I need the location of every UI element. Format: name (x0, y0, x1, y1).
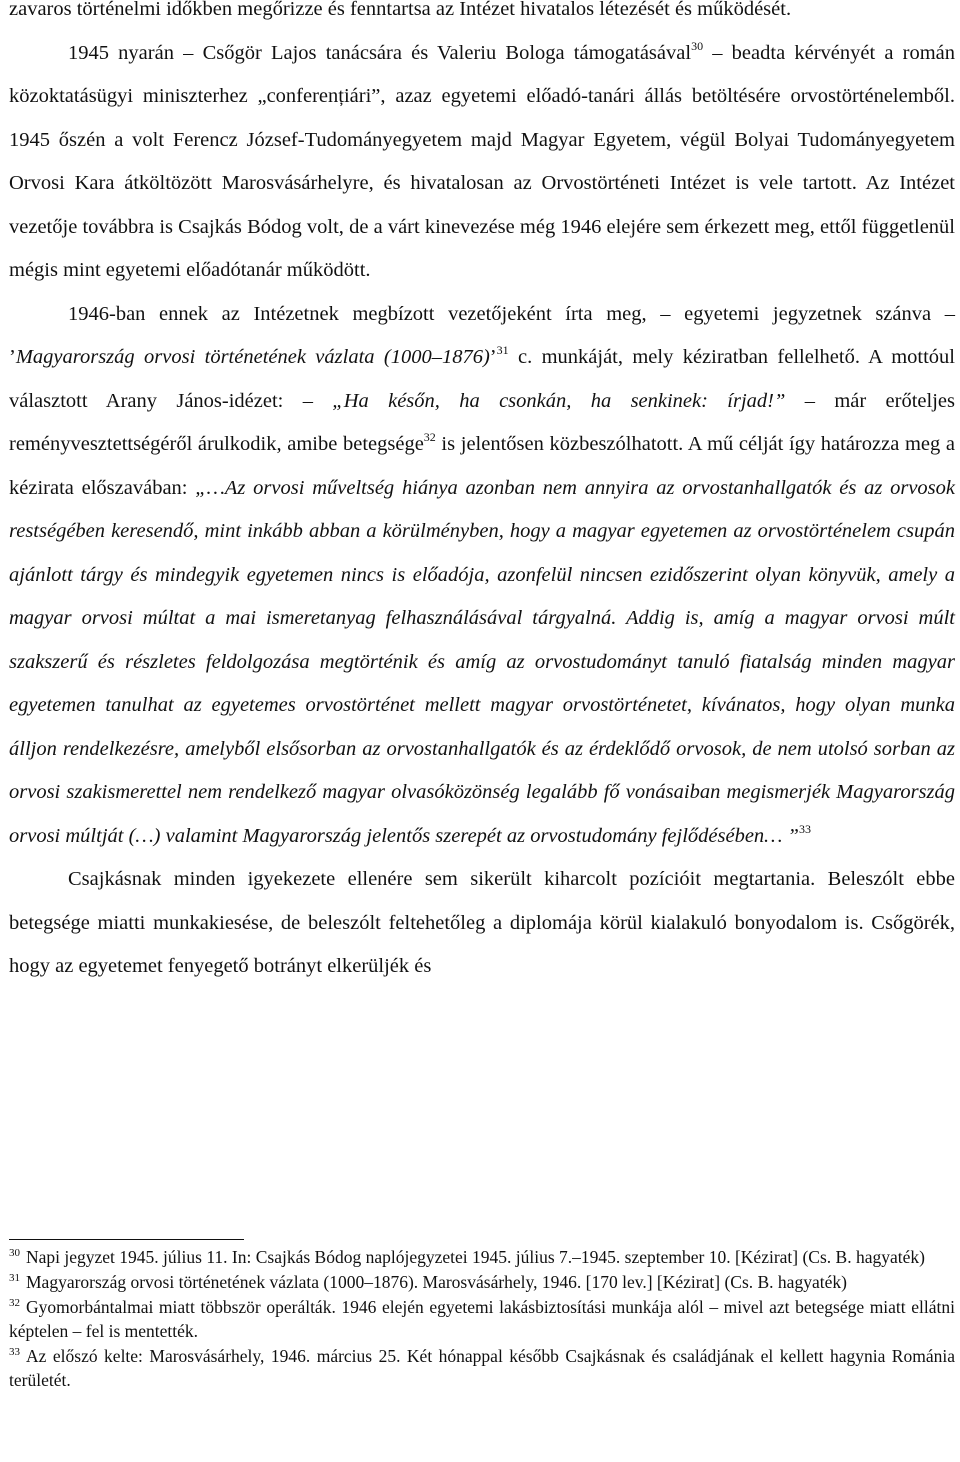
footnote-number: 31 (9, 1272, 20, 1285)
footnote-text: Napi jegyzet 1945. július 11. In: Csajkás Bódog naplójegyzetei 1945. július 7.–1945. szeptember 10. [Kézirat] (Cs. B. hagyaték) (26, 1247, 925, 1267)
footnote-separator (9, 1239, 244, 1240)
footnote-number: 30 (9, 1247, 20, 1259)
paragraph (9, 858, 955, 989)
paragraph (9, 32, 955, 293)
footnote-number: 32 (9, 1297, 20, 1310)
footnote (9, 1296, 955, 1343)
body-text (9, 0, 955, 989)
footnote (9, 1271, 955, 1295)
footnote-number: 33 (9, 1346, 20, 1359)
footnote (9, 1246, 955, 1270)
footnote-text: Magyarország orvosi történetének vázlata (1000–1876). Marosvásárhely, 1946. [170 lev.] [Kézirat] (Cs. B. hagyaték) (26, 1272, 847, 1293)
footnote (9, 1345, 955, 1392)
document-page (9, 0, 955, 989)
paragraph-text: zavaros történelmi időkben megőrizze és fenntartsa az Intézet hivatalos létezését és működését. (9, 0, 792, 20)
paragraph (9, 293, 955, 859)
paragraph-text: is jelentősen közbeszólhatott. A mű célját így határozza meg a kézirata előszavában: (9, 433, 955, 499)
work-title: Magyarország orvosi történetének vázlata (1000–1876) (15, 346, 490, 368)
paragraph-text: ’ (489, 346, 497, 368)
footnote-reference[interactable]: 30 (691, 38, 704, 53)
preface-quote: „…Az orvosi műveltség hiánya azonban nem annyira az orvostanhallgatók és az orvosok restségében keresendő, mint inkább abban a körülményben, hogy a magyar egyetemen az orvostörténelem csupán ajánlott tárgy és mindegyik egyetemen nincs is előadója, azonfelül nincsen ezidőszerint olyan könyvük, amely a magyar orvosi múltat a mai ismeretanyag felhasználásával tárgyalná. Addig is, amíg a magyar orvosi múlt szakszerű és részletes feldolgozása megtörténik és amíg az orvostudományt tanuló fiatalság minden magyar egyetemen tanulhat az egyetemes orvostörténet mellett magyar orvostörténetet, kívánatos, hogy olyan munka álljon rendelkezésre, amelyből elsősorban az orvostanhallgatók és az érdeklődő orvosok, de nem utolsó sorban az orvosi szakismerettel nem rendelkező magyar olvasóközönség legalább fő vonásaiban megismerjék Magyarország orvosi múltját (…) valamint Magyarország jelentős szerepét az orvostudomány fejlődésében… ” (9, 476, 955, 847)
paragraph-text: c. munkáját, mely kéziratban fellelhető. A mottóul választott Arany János-idézet: – (9, 346, 956, 412)
footnote-text: Az előszó kelte: Marosvásárhely, 1946. március 25. Két hónappal később Csajkásnak és családjának el kellett hagynia Románia területét. (9, 1346, 955, 1390)
footnote-reference[interactable]: 31 (496, 343, 509, 357)
motto-quote: „Ha későn, ha csonkán, ha senkinek: írjad!” (332, 389, 786, 412)
paragraph-text: 1945 nyarán – Csőgör Lajos tanácsára és Valeriu Bologa támogatásával (68, 41, 692, 64)
footnotes (9, 1246, 955, 1394)
paragraph-text: 1946-ban ennek az Intézetnek megbízott vezetőjeként írta meg, – egyetemi jegyzetnek szánva – ’ (9, 302, 955, 368)
paragraph (9, 0, 955, 32)
paragraph-text: – már erőteljes reményvesztettségéről árulkodik, amibe betegsége (9, 389, 955, 455)
paragraph-text: Csajkásnak minden igyekezete ellenére sem sikerült kiharcolt pozícióit megtartania. Beleszólt ebbe betegsége miatti munkakiesése, de beleszólt feltehetőleg a diplomája körül kialakuló bonyodalom is. Csőgörék, hogy az egyetemet fenyegető botrányt elkerüljék és (9, 868, 955, 977)
footnote-reference[interactable]: 33 (798, 821, 811, 836)
footnote-text: Gyomorbántalmai miatt többször operálták. 1946 elején egyetemi lakásbiztosítási munkája alól – mivel azt betegsége miatt ellátni képtelen – fel is mentették. (9, 1297, 955, 1341)
paragraph-text: – beadta kérvényét a román közoktatásügyi miniszterhez „conferențiári”, azaz egyetemi előadó-tanári állás betöltésére orvostörténelemből. 1945 őszén a volt Ferencz József-Tudományegyetem majd Magyar Egyetem, végül Bolyai Tudományegyetem Orvosi Kara átköltözött Marosvásárhelyre, és hivatalosan az Orvostörténeti Intézet is vele tartott. Az Intézet vezetője továbbra is Csajkás Bódog volt, de a várt kinevezése még 1946 elejére sem érkezett meg, ettől függetlenül mégis mint egyetemi előadótanár működött. (9, 41, 956, 281)
footnote-reference[interactable]: 32 (423, 430, 436, 444)
